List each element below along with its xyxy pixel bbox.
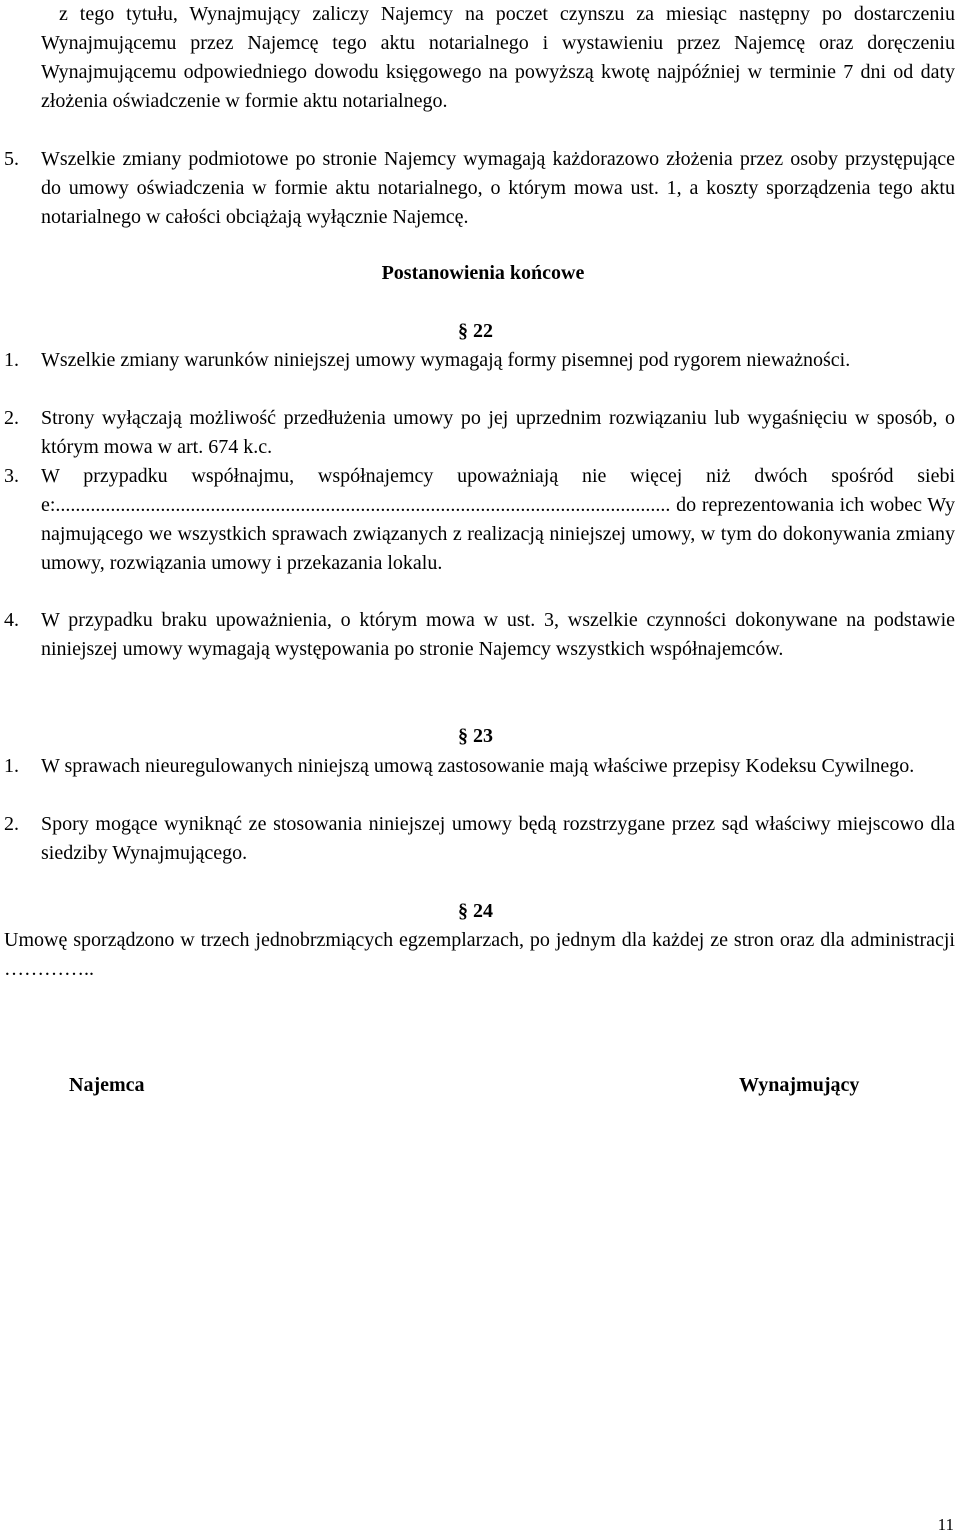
list-item-number: 2.	[4, 813, 19, 835]
p22-item-1	[4, 346, 955, 375]
list-item-text: W przypadku braku upoważnienia, o którym mowa w ust. 3, wszelkie czynności dokonywane na podstawie niniejszej umowy wymagają występowania po stronie Najemcy wszystkich współnajemców.	[41, 609, 955, 660]
section-heading: Postanowienia końcowe	[381, 262, 585, 284]
intro-paragraph	[41, 0, 955, 116]
list-item-number: 1.	[4, 755, 19, 777]
signature-label-landlord: Wynajmujący	[739, 1074, 860, 1096]
paragraph-24-sign: § 24	[458, 900, 493, 922]
p22-item-2	[4, 404, 955, 462]
p22-item-3	[4, 462, 955, 578]
p22-item-4	[4, 606, 955, 664]
p23-item-2	[4, 810, 955, 868]
p23-item-1	[4, 752, 955, 781]
list-item-number: 4.	[4, 609, 19, 631]
list-item-text: Strony wyłączają możliwość przedłużenia umowy po jej uprzednim rozwiązaniu lub wygaśnięciu w sposób, o którym mowa w art. 674 k.c.	[41, 407, 955, 458]
signature-label-tenant: Najemca	[69, 1074, 145, 1096]
list-item-text: Wszelkie zmiany podmiotowe po stronie Najemcy wymagają każdorazowo złożenia przez osoby przystępujące do umowy oświadczenia w formie aktu notarialnego, o którym mowa ust. 1, a koszty sporządzenia tego aktu notarialnego w całości obciążają wyłącznie Najemcę.	[41, 148, 955, 228]
list-item-text: W sprawach nieuregulowanych niniejszą umową zastosowanie mają właściwe przepisy Kodeksu Cywilnego.	[41, 755, 915, 777]
list-item-number: 1.	[4, 349, 19, 371]
list-item-text: Spory mogące wyniknąć ze stosowania niniejszej umowy będą rozstrzygane przez sąd właściwy miejscowo dla siedziby Wynajmującego.	[41, 813, 955, 864]
list-item-number: 3.	[4, 465, 19, 487]
paragraph-22-sign: § 22	[458, 320, 493, 342]
p24-text: Umowę sporządzono w trzech jednobrzmiących egzemplarzach, po jednym dla każdej ze stron oraz dla administracji …………..	[4, 929, 955, 980]
paragraph-23-sign: § 23	[458, 725, 493, 747]
list-item-5	[4, 145, 955, 232]
list-item-text: W przypadku współnajmu, współnajemcy upoważniają nie więcej niż dwóch spośród siebie:........................................................................................................................... do reprezentowania ich wobec Wynajmującego we wszystkich sprawach związanych z realizacją niniejszej umowy, w tym do dokonywania zmiany umowy, rozwiązania umowy i przekazania lokalu.	[41, 465, 955, 574]
intro-text: z tego tytułu, Wynajmujący zaliczy Najemcy na poczet czynszu za miesiąc następny po dostarczeniu Wynajmującemu przez Najemcę tego aktu notarialnego i wystawieniu przez Najemcę oraz doręczeniu Wynajmującemu odpowiedniego dowodu księgowego na powyższą kwotę najpóźniej w terminie 7 dni od daty złożenia oświadczenie w formie aktu notarialnego.	[41, 3, 955, 112]
list-item-number: 2.	[4, 407, 19, 429]
list-item-text: Wszelkie zmiany warunków niniejszej umowy wymagają formy pisemnej pod rygorem nieważności.	[41, 349, 851, 371]
page-number: 11	[937, 1515, 954, 1534]
list-item-number: 5.	[4, 148, 19, 170]
